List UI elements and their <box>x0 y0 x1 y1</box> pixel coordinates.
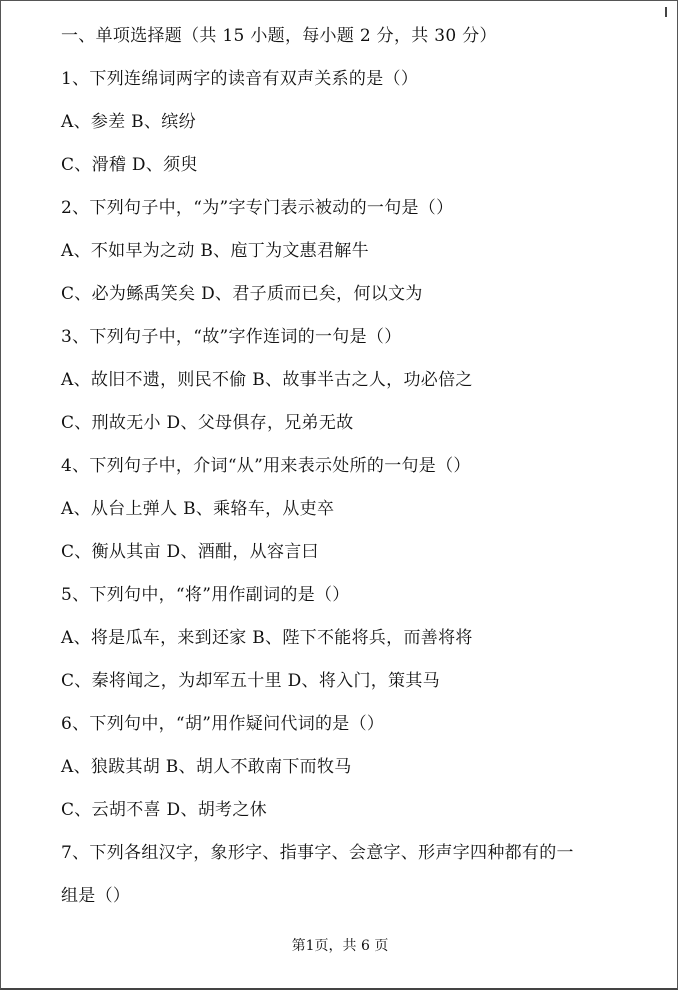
question-5-option-row-1: A、将是瓜车，来到还家 B、陛下不能将兵，而善将将 <box>61 628 473 648</box>
question-3-option-row-2: C、刑故无小 D、父母俱存，兄弟无故 <box>61 413 354 433</box>
question-2-option-row-2: C、必为鲧禹笑矣 D、君子质而已矣，何以文为 <box>61 284 423 304</box>
question-6-option-row-2: C、云胡不喜 D、胡考之休 <box>61 800 267 820</box>
question-4-option-row-1: A、从台上弹人 B、乘辂车，从吏卒 <box>61 499 335 519</box>
question-4-stem: 4、下列句子中，介词“从”用来表示处所的一句是（） <box>61 456 471 476</box>
question-7-stem: 7、下列各组汉字，象形字、指事字、会意字、形声字四种都有的一 <box>61 843 574 863</box>
question-list <box>61 15 661 918</box>
question-3-stem: 3、下列句子中，“故”字作连词的一句是（） <box>61 327 402 347</box>
question-1-option-row-2: C、滑稽 D、须臾 <box>61 155 198 175</box>
question-6-option-row-1: A、狼跋其胡 B、胡人不敢南下而牧马 <box>61 757 352 777</box>
question-5-stem: 5、下列句中，“将”用作副词的是（） <box>61 585 350 605</box>
question-6-stem: 6、下列句中，“胡”用作疑问代词的是（） <box>61 714 385 734</box>
question-7-stem-continuation: 组是（） <box>61 886 131 906</box>
question-4-option-row-2: C、衡从其亩 D、酒酣，从容言曰 <box>61 542 319 562</box>
section-heading: 一、单项选择题（共 15 小题，每小题 2 分，共 30 分） <box>61 26 497 46</box>
question-2-option-row-1: A、不如早为之动 B、庖丁为文惠君解牛 <box>61 241 369 261</box>
question-1-stem: 1、下列连绵词两字的读音有双声关系的是（） <box>61 69 419 89</box>
question-1-option-row-1: A、参差 B、缤纷 <box>61 112 196 132</box>
page-footer: 第1页，共 6 页 <box>291 938 389 954</box>
question-2-stem: 2、下列句子中，“为”字专门表示被动的一句是（） <box>61 198 454 218</box>
question-3-option-row-1: A、故旧不遗，则民不偷 B、故事半古之人，功必倍之 <box>61 370 473 390</box>
question-5-option-row-2: C、秦将闻之，为却军五十里 D、将入门，策其马 <box>61 671 440 691</box>
corner-mark <box>665 7 667 17</box>
